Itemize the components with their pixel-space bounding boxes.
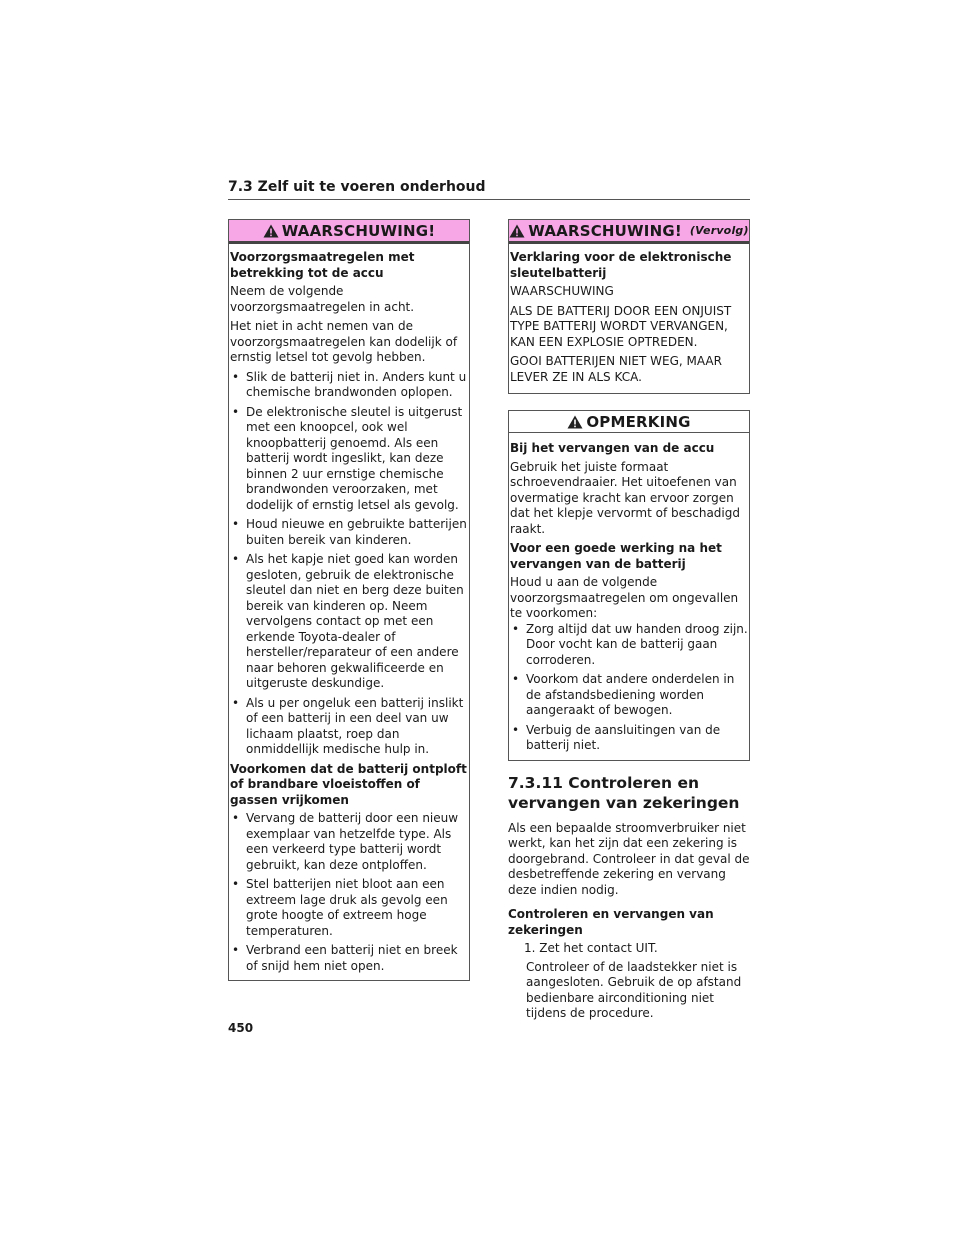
warning-body	[229, 244, 469, 980]
notice-paragraph: Gebruik het juiste formaat schroevendraaier. Het uitoefenen van overmatige kracht kan ervoor zorgen dat het klepje vervormt of beschadigd raakt.	[510, 459, 740, 536]
warning-continued-box	[508, 219, 750, 394]
warning-continued-title: WAARSCHUWING!	[528, 221, 682, 240]
warning-box	[228, 219, 470, 981]
list-item: • Zorg altijd dat uw handen droog zijn. Door vocht kan de batterij gaan corroderen.	[512, 621, 748, 667]
notice-box-header	[509, 411, 749, 433]
notice-title: OPMERKING	[586, 412, 691, 431]
warning-triangle-icon	[263, 224, 279, 238]
warning-paragraph: GOOI BATTERIJEN NIET WEG, MAAR LEVER ZE IN ALS KCA.	[510, 354, 722, 384]
section-subheading: Controleren en vervangen van zekeringen	[508, 907, 714, 937]
page-number: 450	[228, 1021, 254, 1035]
notice-subheading: Voor een goede werking na het vervangen van de batterij	[510, 541, 722, 571]
warning-paragraph: ALS DE BATTERIJ DOOR EEN ONJUIST TYPE BATTERIJ WORDT VERVANGEN, KAN EEN EXPLOSIE OPTREDEN.	[510, 303, 732, 349]
list-item: • Vervang de batterij door een nieuw exemplaar van hetzelfde type. Als een verkeerd type batterij wordt gebruikt, kan deze ontploffen.	[232, 811, 459, 872]
list-item: • Verbrand een batterij niet en breek of snijd hem niet open.	[232, 943, 458, 973]
notice-body	[509, 433, 749, 760]
warning-subheading: Voorzorgsmaatregelen met betrekking tot de accu	[230, 250, 415, 280]
notice-paragraph: Houd u aan de volgende voorzorgsmaatregelen om ongevallen te voorkomen:	[510, 575, 739, 620]
list-item: • Verbuig de aansluitingen van de batterij niet.	[512, 722, 721, 752]
warning-box-header	[229, 220, 469, 244]
warning-subheading: Verklaring voor de elektronische sleutelbatterij	[510, 250, 732, 280]
list-item: • Als het kapje niet goed kan worden gesloten, gebruik de elektronische sleutel dan niet en berg deze buiten bereik van kinderen op. Neem vervolgens contact op met een erkende Toyota-dealer of hersteller/reparateur of een andere naar behoren gekwalificeerde en uitgeruste deskundige.	[232, 552, 464, 690]
notice-icon	[567, 415, 583, 429]
list-item: • Voorkom dat andere onderdelen in de afstandsbediening worden aangeraakt of bewogen.	[512, 672, 735, 717]
continued-label: (Vervolg)	[689, 224, 749, 237]
warning-paragraph: Het niet in acht nemen van de voorzorgsmaatregelen kan dodelijk of ernstig letsel tot gevolg hebben.	[230, 319, 458, 364]
list-item: • Als u per ongeluk een batterij inslikt of een batterij in een deel van uw lichaam plaatst, roep dan onmiddellijk medische hulp in.	[232, 695, 464, 756]
list-item: • Stel batterijen niet bloot aan een extreem lage druk als gevolg een grote hoogte of extreem hoge temperaturen.	[232, 877, 448, 938]
warning-paragraph: Neem de volgende voorzorgsmaatregelen in acht.	[230, 284, 415, 314]
section-header: 7.3 Zelf uit te voeren onderhoud	[228, 179, 750, 200]
notice-subheading: Bij het vervangen van de accu	[510, 441, 715, 455]
warning-paragraph: WAARSCHUWING	[510, 284, 614, 298]
warning-title: WAARSCHUWING!	[281, 221, 436, 240]
section-heading: 7.3.11 Controleren en vervangen van zekeringen	[508, 773, 740, 812]
step-item: 1. Zet het contact UIT.	[524, 941, 658, 955]
notice-box	[508, 410, 750, 761]
warning-triangle-icon	[509, 224, 525, 238]
list-item: • Houd nieuwe en gebruikte batterijen buiten bereik van kinderen.	[232, 517, 467, 547]
step-detail: Controleer of de laadstekker niet is aangesloten. Gebruik de op afstand bedienbare airconditioning niet tijdens de procedure.	[526, 959, 742, 1020]
warning-subheading: Voorkomen dat de batterij ontploft of brandbare vloeistoffen of gassen vrijkomen	[230, 761, 467, 807]
list-item: • Slik de batterij niet in. Anders kunt u chemische brandwonden oplopen.	[232, 369, 467, 399]
warning-continued-header	[509, 220, 749, 244]
warning-continued-body	[509, 244, 749, 393]
left-column	[228, 219, 470, 981]
list-item: • De elektronische sleutel is uitgerust met een knoopcel, ook wel knoopbatterij genoemd. Als een batterij wordt ingeslikt, kan deze binnen 2 uur ernstige chemische brandwonden veroorzaken, met dodelijk of ernstig letsel als gevolg.	[232, 404, 463, 512]
right-column	[508, 219, 750, 1022]
section-intro: Als een bepaalde stroomverbruiker niet werkt, kan het zijn dat een zekering is doorgebrand. Controleer in dat geval de desbetreffende zekering en vervang deze indien nodig.	[508, 820, 750, 897]
